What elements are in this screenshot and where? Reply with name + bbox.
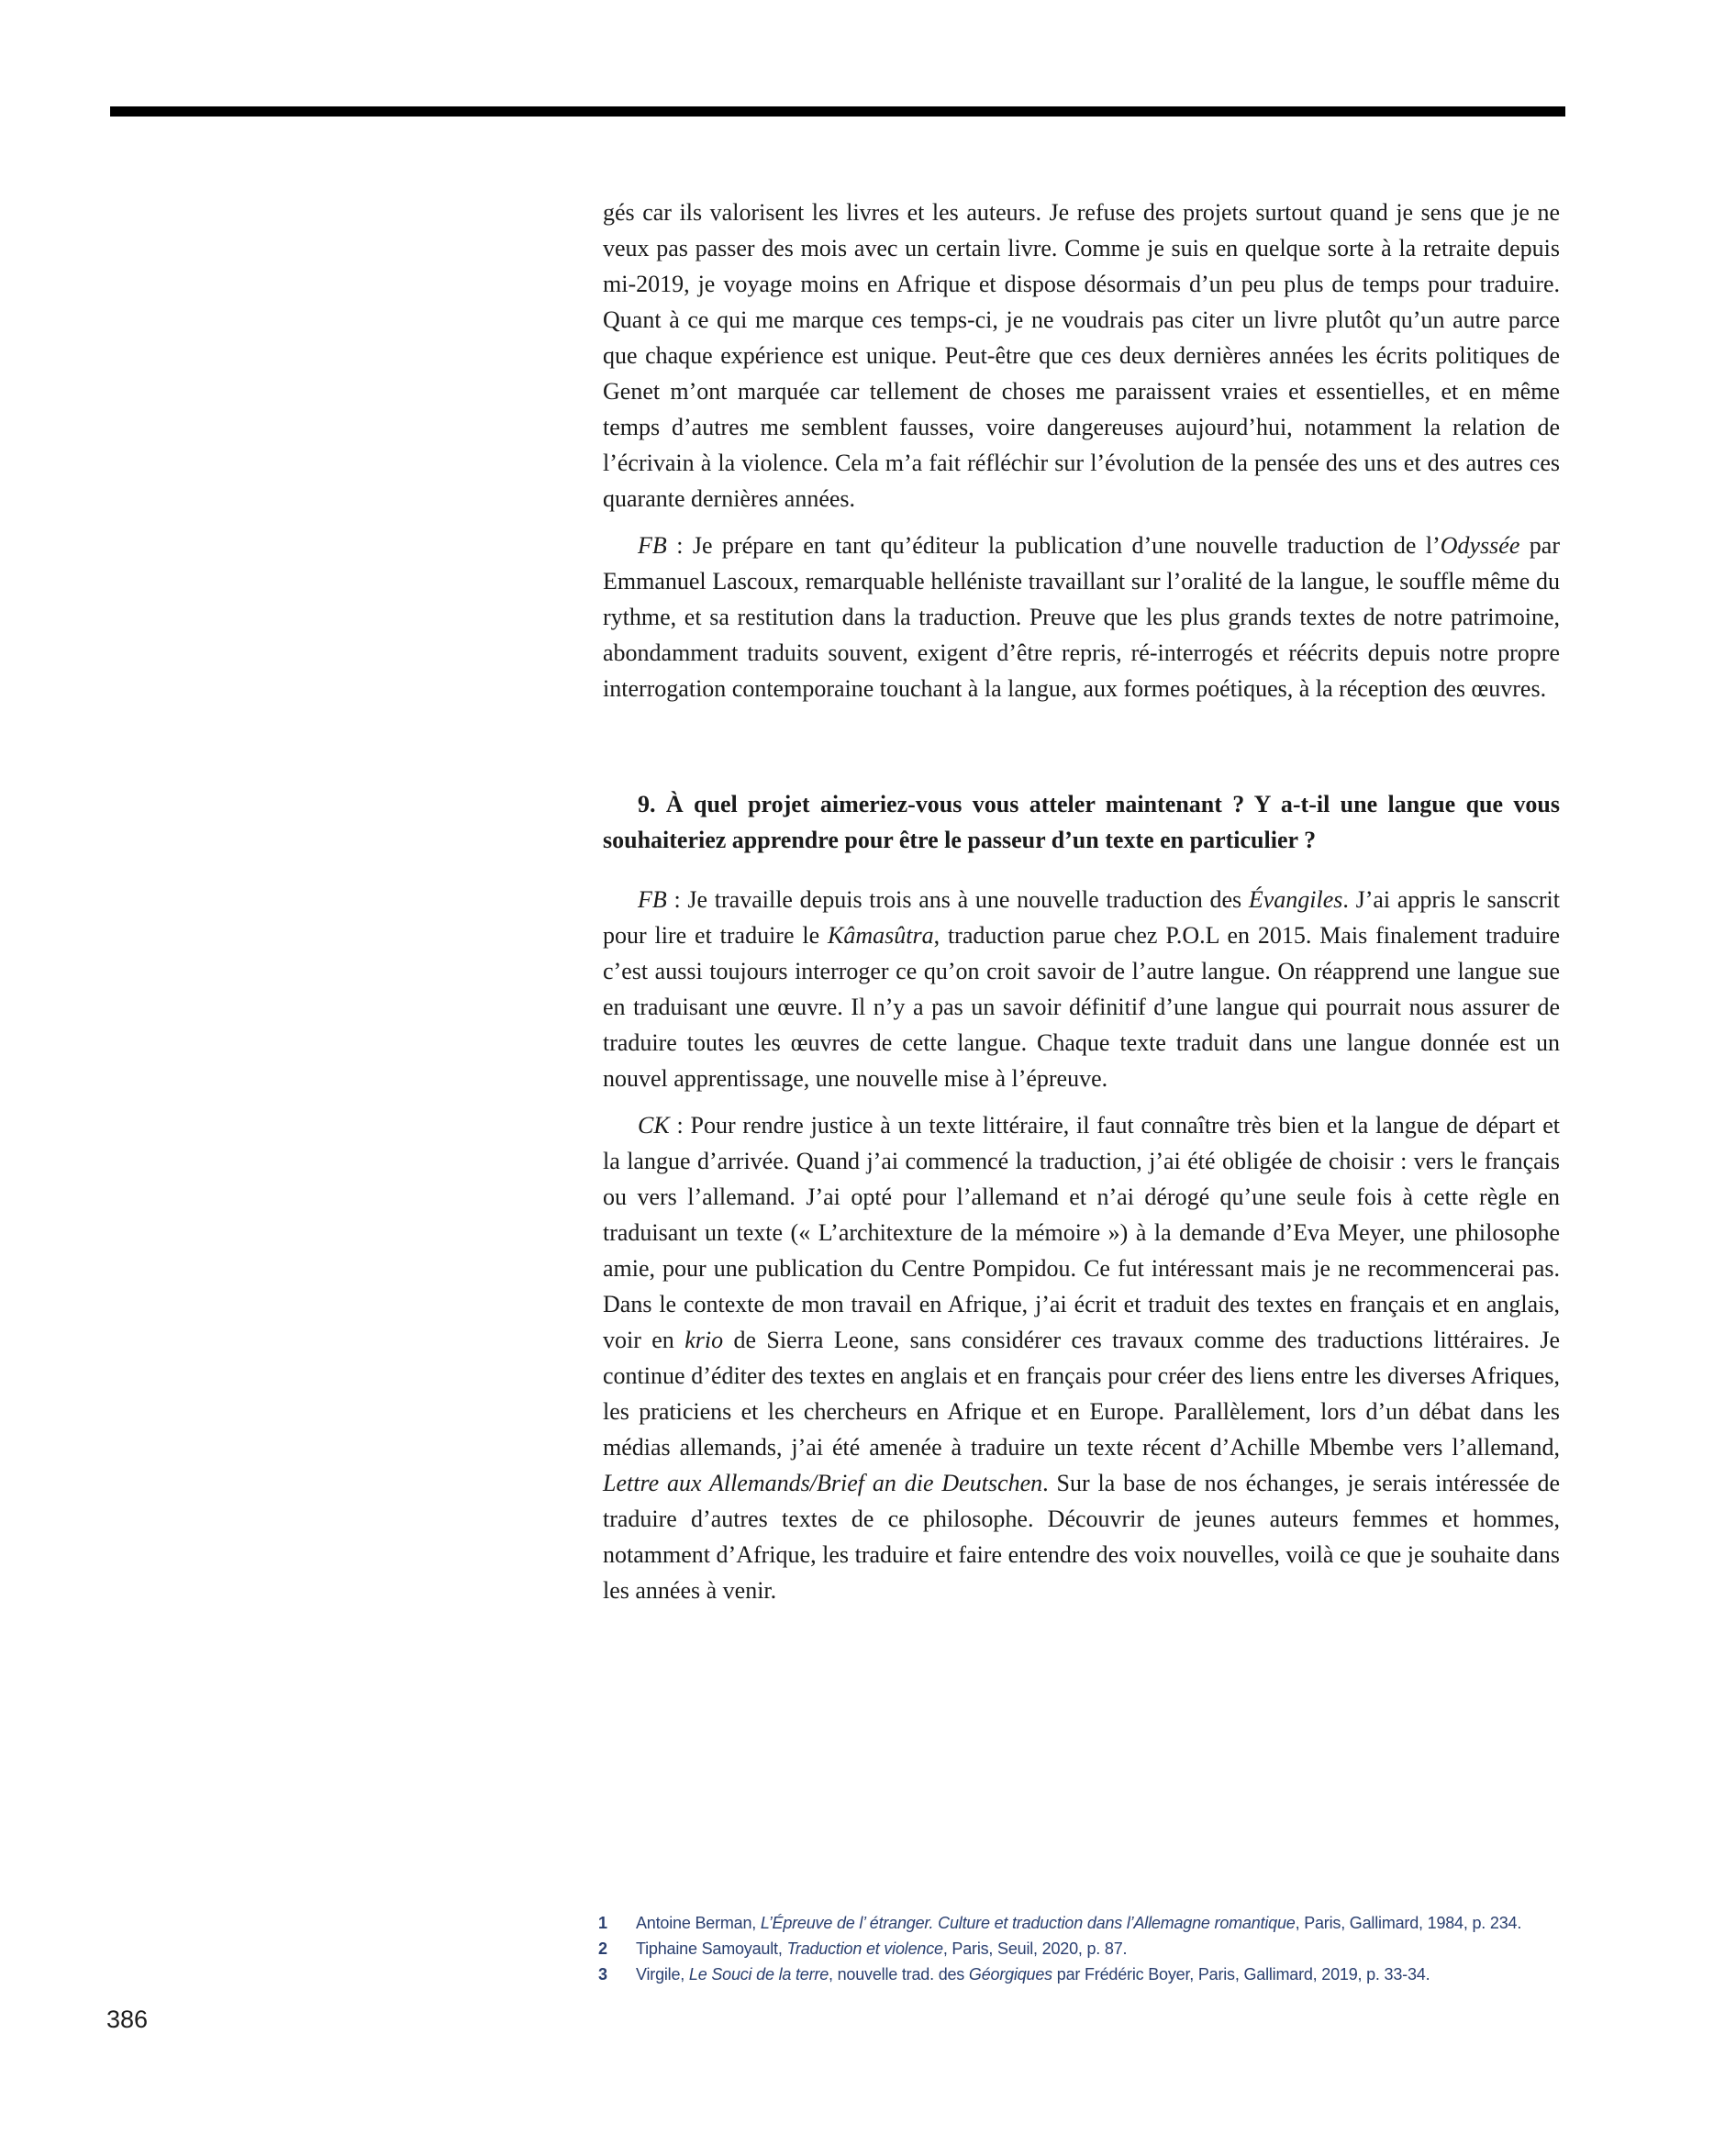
italic-run: CK <box>638 1112 670 1139</box>
body-text-column <box>603 194 1560 1608</box>
section-heading <box>603 786 1560 858</box>
italic-run: krio <box>684 1327 724 1353</box>
italic-run: Le Souci de la terre <box>688 1965 829 1984</box>
text-run: par Emmanuel Lascoux, remarquable helléniste travaillant sur l’oralité de la langue, le souffle même du rythme, et sa restitution dans la traduction. Preuve que les plus grands textes de notre patrimoine, abondamment traduits souvent, exigent d’être repris, ré-interrogés et réécrits depuis notre propre interrogation contemporaine touchant à la langue, aux formes poétiques, à la réception des œuvres. <box>603 532 1560 702</box>
paragraph <box>603 194 1560 517</box>
text-run: Antoine Berman, <box>636 1914 761 1932</box>
italic-run: Kâmasûtra <box>828 922 934 949</box>
text-run: , nouvelle trad. des <box>829 1965 969 1984</box>
text-run: Virgile, <box>636 1965 689 1984</box>
text-run: 9. À quel projet aimeriez-vous vous atteler maintenant ? Y a-t-il une langue que vous souhaiteriez apprendre pour être le passeur d’un texte en particulier ? <box>603 791 1560 853</box>
page-number: 386 <box>106 2006 149 2033</box>
paragraph <box>603 1107 1560 1608</box>
text-run: . Sur la base de nos échanges, je serais intéressée de traduire d’autres textes de ce philosophe. Découvrir de jeunes auteurs femmes et hommes, notamment d’Afrique, les traduire et faire entendre des voix nouvelles, voilà ce que je souhaite dans les années à venir. <box>603 1470 1560 1604</box>
footnote-number: 1 <box>598 1914 607 1932</box>
footnote-text <box>636 1962 1580 1987</box>
footnotes <box>598 1910 1580 1987</box>
footnote-text <box>636 1910 1580 1936</box>
text-run: . J’ai appris le sanscrit pour lire et traduire le <box>603 886 1560 949</box>
text-run: : Pour rendre justice à un texte littéraire, il faut connaître très bien et la langue de départ et la langue d’arrivée. Quand j’ai commencé la traduction, j’ai été obligée de choisir : vers le français ou vers l’allemand. J’ai opté pour l’allemand et n’ai dérogé qu’une seule fois à cette règle en traduisant un texte (« L’architexture de la mémoire ») à la demande d’Eva Meyer, une philosophe amie, pour une publication du Centre Pompidou. Ce fut intéressant mais je ne recommencerai pas. Dans le contexte de mon travail en Afrique, j’ai écrit et traduit des textes en français et en anglais, voir en <box>603 1112 1560 1353</box>
text-run: de Sierra Leone, sans considérer ces travaux comme des traductions littéraires. Je continue d’éditer des textes en anglais et en français pour créer des liens entre les diverses Afriques, les praticiens et les chercheurs en Afrique et en Europe. Parallèlement, lors d’un débat dans les médias allemands, j’ai été amenée à traduire un texte récent d’Achille Mbembe vers l’allemand, <box>603 1327 1560 1461</box>
text-run: , traduction parue chez P.O.L en 2015. Mais finalement traduire c’est aussi toujours interroger ce qu’on croit savoir de l’autre langue. On réapprend une langue sue en traduisant une œuvre. Il n’y a pas un savoir définitif d’une langue qui pourrait nous assurer de traduire toutes les œuvres de cette langue. Chaque texte traduit dans une langue donnée est un nouvel apprentissage, une nouvelle mise à l’épreuve. <box>603 922 1560 1092</box>
italic-run: Odyssée <box>1440 532 1520 559</box>
text-run: , Paris, Seuil, 2020, p. 87. <box>942 1939 1128 1958</box>
italic-run: Évangiles <box>1248 886 1343 913</box>
footnote <box>598 1936 1580 1962</box>
italic-run: Traduction et violence <box>786 1939 943 1958</box>
paragraph <box>603 528 1560 706</box>
footnote-number: 3 <box>598 1965 607 1984</box>
footnote <box>598 1910 1580 1936</box>
text-run: : Je prépare en tant qu’éditeur la publication d’une nouvelle traduction de l’ <box>666 532 1441 559</box>
text-run: gés car ils valorisent les livres et les auteurs. Je refuse des projets surtout quand je sens que je ne veux pas passer des mois avec un certain livre. Comme je suis en quelque sorte à la retraite depuis mi-2019, je voyage moins en Afrique et dispose désormais d’un peu plus de temps pour traduire. Quant à ce qui me marque ces temps-ci, je ne voudrais pas citer un livre plutôt qu’un autre parce que chaque expérience est unique. Peut-être que ces deux dernières années les écrits politiques de Genet m’ont marquée car tellement de choses me paraissent vraies et essentielles, et en même temps d’autres me semblent fausses, voire dangereuses aujourd’hui, notamment la relation de l’écrivain à la violence. Cela m’a fait réfléchir sur l’évolution de la pensée des uns et des autres ces quarante dernières années. <box>603 199 1560 512</box>
text-run: , Paris, Gallimard, 1984, p. 234. <box>1295 1914 1522 1932</box>
text-run: : Je travaille depuis trois ans à une nouvelle traduction des <box>666 886 1249 913</box>
top-rule <box>110 106 1565 117</box>
paragraph <box>603 882 1560 1096</box>
italic-run: L’Épreuve de l’ étranger. Culture et traduction dans l’Allemagne romantique <box>760 1914 1296 1932</box>
footnote-text <box>636 1936 1580 1962</box>
italic-run: FB <box>638 532 667 559</box>
footnote-number: 2 <box>598 1939 607 1958</box>
text-run: par Frédéric Boyer, Paris, Gallimard, 2019, p. 33-34. <box>1052 1965 1430 1984</box>
italic-run: Géorgiques <box>968 1965 1052 1984</box>
italic-run: Lettre aux Allemands/Brief an die Deutschen <box>603 1470 1043 1496</box>
italic-run: FB <box>638 886 667 913</box>
text-run: Tiphaine Samoyault, <box>636 1939 787 1958</box>
footnote <box>598 1962 1580 1987</box>
